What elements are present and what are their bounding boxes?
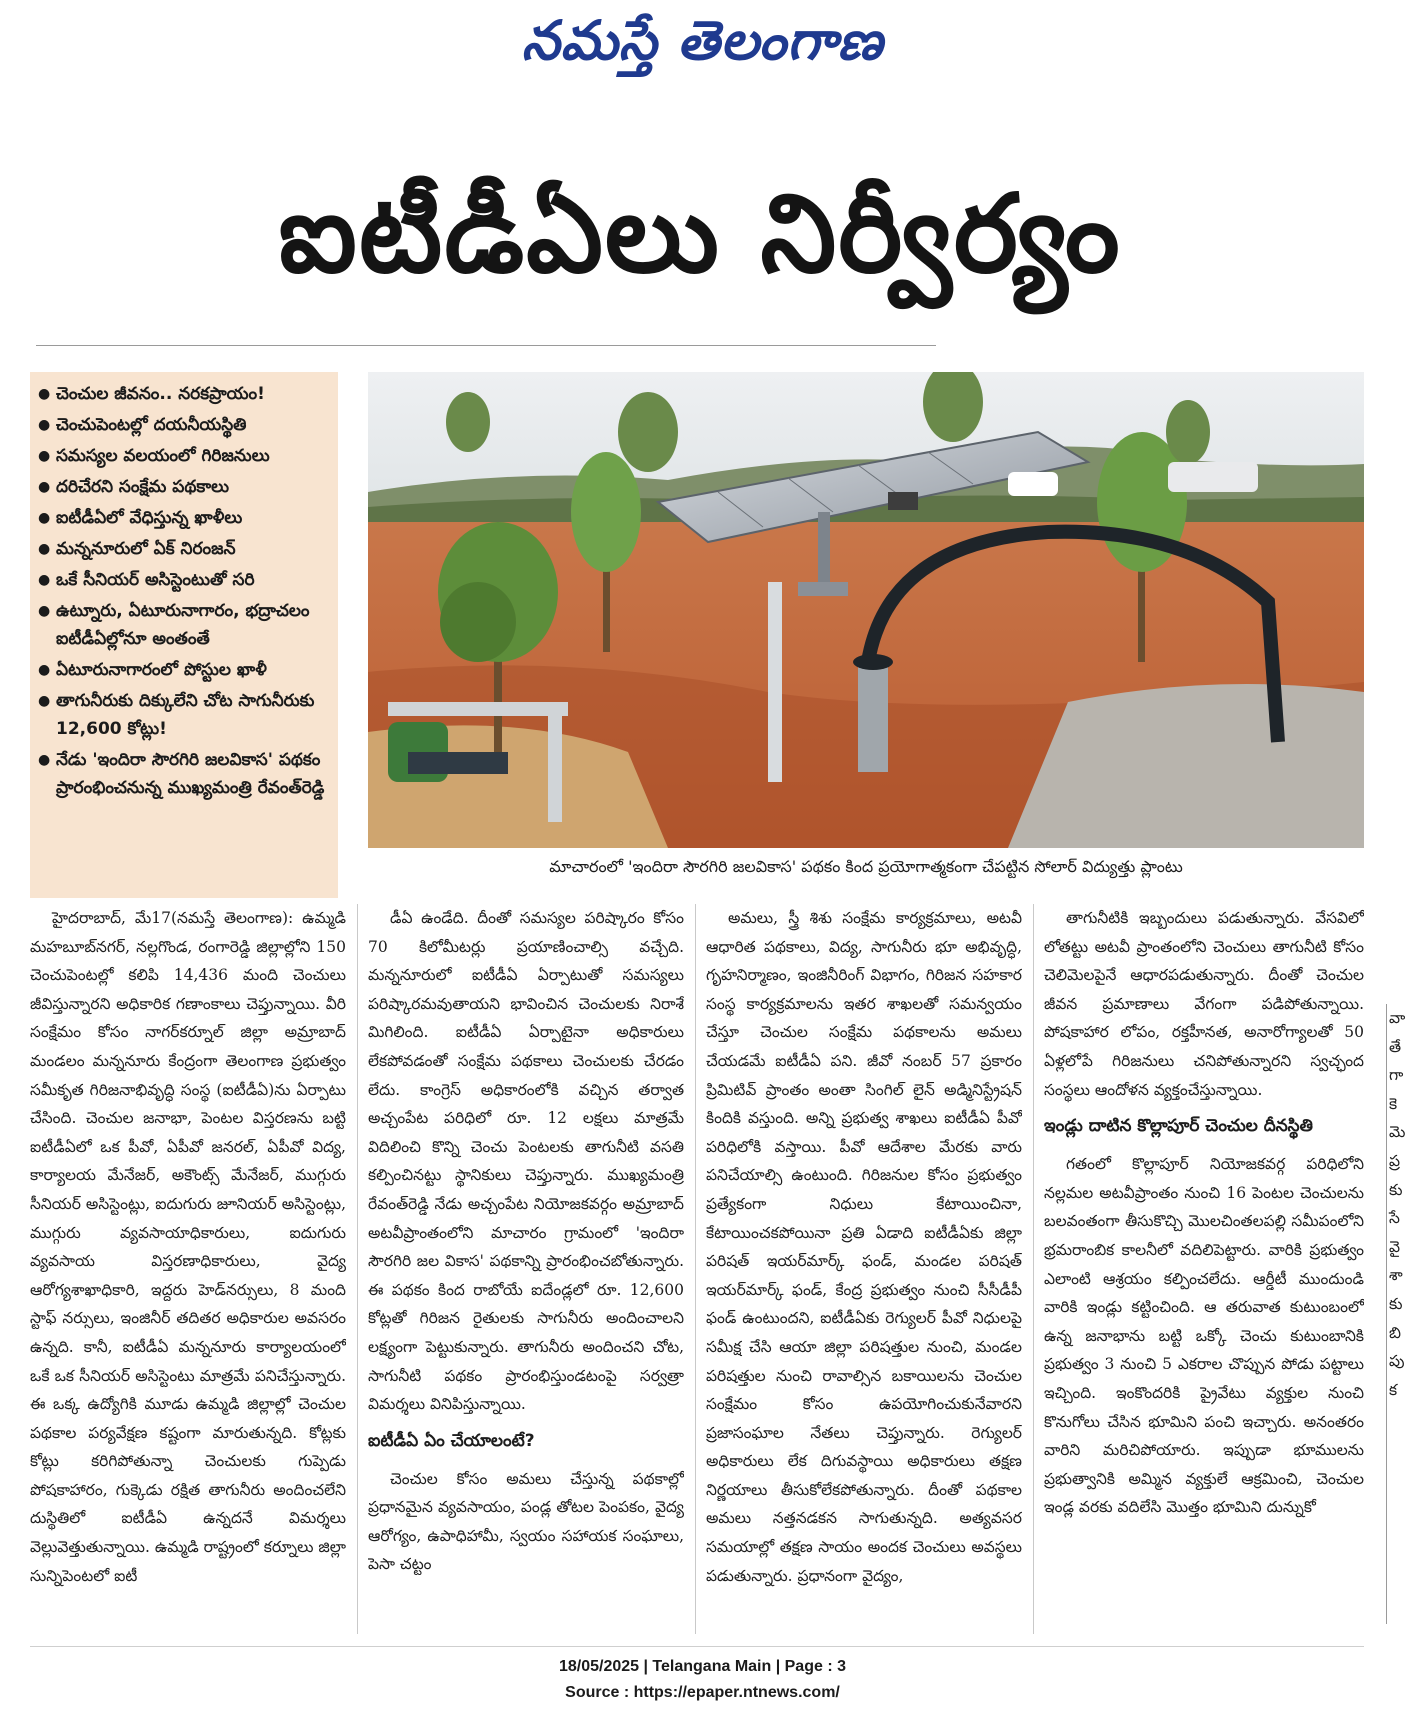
footer-date-page: 18/05/2025 | Telangana Main | Page : 3 — [558, 1658, 846, 1675]
highlight-item: ● చెంచుల జీవనం.. నరకప్రాయం! — [38, 380, 332, 408]
bullet-icon: ● — [38, 662, 51, 678]
highlight-item: ● దరిచేరని సంక్షేమ పథకాలు — [38, 473, 332, 501]
paragraph: హైదరాబాద్, మే17(నమస్తే తెలంగాణ): ఉమ్మడి మహబూబ్‌నగర్, నల్లగొండ, రంగారెడ్డి జిల్లాల్లోని 150 చెంచుపెంటల్లో కలిపి 14,436 మంది చెంచులు జీవిస్తున్నారని అధికారిక గణాంకాలు చెప్తున్నాయి. వీరి సంక్షేమం కోసం నాగర్‌కర్నూల్ జిల్లా అమ్రాబాద్ మండలం మన్ననూరు కేంద్రంగా తెలంగాణ ప్రభుత్వం సమీకృత గిరిజనాభివృద్ధి సంస్థ (ఐటీడీఏ)ను ఏర్పాటు చేసింది. చెంచుల జనాభా, పెంటల విస్తరణను బట్టి ఐటీడీఏలో ఒక పీవో, ఏపీవో జనరల్, ఏపీవో విద్య, కార్యాలయ మేనేజర్, అకౌంట్స్ మేనేజర్, ముగ్గురు సీనియర్ అసిస్టెంట్లు, ఐదుగురు జూనియర్ అసిస్టెంట్లు, ముగ్గురు వ్యవసాయాధికారులు, ఐదుగురు వ్యవసాయ విస్తరణాధికారులు, వైద్య ఆరోగ్యశాఖాధికారి, ఇద్దరు హెడ్‌నర్సులు, 8 మంది స్టాఫ్ నర్సులు, ఇంజినీర్ తదితర అధికారుల అవసరం ఉన్నది. కానీ, ఐటీడీఏ మన్ననూరు కార్యాలయంలో ఒకే ఒక సీనియర్ అసిస్టెంటు మాత్రమే పనిచేస్తున్నారు. ఈ ఒక్క ఉద్యోగికి మూడు ఉమ్మడి జిల్లాల్లో చెంచుల పథకాల పర్యవేక్షణ కష్టంగా మారుతున్నది. కోట్లకు కోట్లు కరిగిపోతున్నా చెంచులకు గుప్పెడు పోషకాహారం, గుక్కెడు రక్షిత తాగునీరు అందించలేని దుస్థితిలో ఐటీడీఏ ఉన్నదనే విమర్శలు వెల్లువెత్తుతున్నాయి. ఉమ్మడి రాష్ట్రంలో కర్నూలు జిల్లా సున్నిపెంటలో ఐటీ — [30, 909, 346, 1585]
highlights-box — [30, 372, 338, 898]
column-divider — [357, 904, 358, 1634]
photo-illustration — [368, 372, 1364, 848]
bullet-icon: ● — [38, 752, 51, 768]
photo-caption: మాచారంలో 'ఇందిరా సౌరగిరి జలవికాస' పథకం కింద ప్రయోగాత్మకంగా చేపట్టిన సోలార్ విద్యుత్తు ప్లాంటు — [549, 857, 1183, 876]
article-column-1 — [30, 904, 346, 1634]
paragraph: గతంలో కొల్లాపూర్ నియోజకవర్గ పరిధిలోని నల్లమల అటవీప్రాంతం నుంచి 16 పెంటల చెంచులను బలవంతంగా తీసుకొచ్చి మొలచింతలపల్లి సమీపంలోని భ్రమరాంబిక కాలనీలో వదిలిపెట్టారు. వారికి ప్రభుత్వం ఎలాంటి ఆశ్రయం కల్పించలేదు. ఆర్డీటీ ముందుండి వారికి ఇండ్లు కట్టించింది. ఆ తరువాత కుటుంబంలో ఉన్న జనాభాను బట్టి ఒక్కో చెంచు కుటుంబానికి ప్రభుత్వం 3 నుంచి 5 ఎకరాల చొప్పున పోడు పట్టాలు ఇచ్చింది. ఇంకొందరికి ప్రైవేటు వ్యక్తుల నుంచి కొనుగోలు చేసిన భూమిని పంచి ఇచ్చారు. అనంతరం వారిని మరిచిపోయారు. ఇప్పుడా భూములను ప్రభుత్వానికి అమ్మిన వ్యక్తులే ఆక్రమించి, చెంచుల ఇండ్ల వరకు వదిలేసి మొత్తం భూమిని దున్నుకో — [1044, 1155, 1364, 1517]
solar-plant-photo — [368, 372, 1364, 848]
column-divider — [1033, 904, 1034, 1634]
bullet-icon: ● — [38, 541, 51, 557]
highlight-item: ● చెంచుపెంటల్లో దయనీయస్థితి — [38, 411, 332, 439]
paragraph: డీఏ ఉండేది. దీంతో సమస్యల పరిష్కారం కోసం 70 కిలోమీటర్లు ప్రయాణించాల్సి వచ్చేది. మన్ననూరులో ఐటీడీఏ ఏర్పాటుతో సమస్యలు పరిష్కారమవుతాయని భావించిన చెంచులకు నిరాశే మిగిలింది. ఐటీడీఏ ఏర్పాటైనా అధికారులు లేకపోవడంతో సంక్షేమ పథకాలు చెంచులకు చేరడం లేదు. కాంగ్రెస్ అధికారంలోకి వచ్చిన తర్వాత అచ్చంపేట పరిధిలో రూ. 12 లక్షలు మాత్రమే విదిలించి కొన్ని చెంచు పెంటలకు తాగునీటి వసతి కల్పించినట్టు స్థానికులు చెప్తున్నారు. ముఖ్యమంత్రి రేవంత్‌రెడ్డి నేడు అచ్చంపేట నియోజకవర్గం అమ్రాబాద్ అటవీప్రాంతంలోని మాచారం గ్రామంలో 'ఇందిరా సౌరగిరి జల వికాస' పథకాన్ని ప్రారంభించబోతున్నారు. ఈ పథకం కింద రాబోయే ఐదేండ్లలో రూ. 12,600 కోట్లతో గిరిజన రైతులకు సాగునీరు అందించాలని లక్ష్యంగా పెట్టుకున్నారు. తాగునీరు అందించని చోట, సాగునీటి పథకం ప్రారంభిస్తుండటంపై సర్వత్రా విమర్శలు వినిపిస్తున్నాయి. — [368, 909, 684, 1414]
bullet-icon: ● — [38, 417, 51, 433]
footer-rule — [30, 1646, 1364, 1647]
bullet-icon: ● — [38, 603, 51, 619]
highlight-item: ● నేడు 'ఇందిరా సౌరగిరి జలవికాస' పథకం ప్రారంభించనున్న ముఖ్యమంత్రి రేవంత్‌రెడ్డి — [38, 746, 332, 802]
subheading: ఐటీడీఏ ఏం చేయాలంటే? — [368, 1430, 535, 1451]
bullet-icon: ● — [38, 572, 51, 588]
bullet-icon: ● — [38, 693, 51, 709]
bullet-icon: ● — [38, 448, 51, 464]
paragraph: తాగునీటికి ఇబ్బందులు పడుతున్నారు. వేసవిలో లోతట్టు అటవీ ప్రాంతంలోని చెంచులు తాగునీటి కోసం చెలిమెలపైనే ఆధారపడుతున్నారు. దీంతో చెంచుల జీవన ప్రమాణాలు వేగంగా పడిపోతున్నాయి. పోషకాహార లోపం, రక్తహీనత, అనారోగ్యాలతో 50 ఏళ్లలోపే గిరిజనులు చనిపోతున్నారని స్వచ్ఛంద సంస్థలు ఆందోళన వ్యక్తంచేస్తున్నాయి. — [1044, 909, 1364, 1099]
highlight-item: ● ఏటూరునాగారంలో పోస్టుల ఖాళీ — [38, 656, 332, 684]
headline: ఐటీడీఏలు నిర్వీర్యం — [278, 172, 1122, 297]
bullet-icon: ● — [38, 479, 51, 495]
paragraph: అమలు, స్త్రీ శిశు సంక్షేమ కార్యక్రమాలు, అటవీ ఆధారిత పథకాలు, విద్య, సాగునీరు భూ అభివృద్ధి, గృహనిర్మాణం, ఇంజినీరింగ్ విభాగం, గిరిజన సహకార సంస్థ కార్యక్రమాలను ఇతర శాఖలతో సమన్వయం చేస్తూ చెంచుల సంక్షేమ పథకాలను అమలు చేయడమే ఐటీడీఏ పని. జీవో నంబర్ 57 ప్రకారం ప్రిమిటివ్ ప్రాంతం అంతా సింగిల్ లైన్ అడ్మినిస్ట్రేషన్ కిందికి వస్తుంది. అన్ని ప్రభుత్వ శాఖలు ఐటీడీఏ పీవో పరిధిలోకి వస్తాయి. పీవో ఆదేశాల మేరకు వారు పనిచేయాల్సి ఉంటుంది. గిరిజనుల కోసం ప్రభుత్వం ప్రత్యేకంగా నిధులు కేటాయించినా, కేటాయించకపోయినా ప్రతి ఏడాది ఐటీడీఏకు జిల్లా పరిషత్ ఇయర్‌మార్క్ ఫండ్, మండల పరిషత్ ఇయర్‌మార్క్ ఫండ్, కేంద్ర ప్రభుత్వం నుంచి సీసీడీపీ ఫండ్ ఉంటుందని, ఐటీడీఏకు రెగ్యులర్ పీవో నిధులపై సమీక్ష చేసి ఆయా జిల్లా పరిషత్తుల నుంచి, మండల పరిషత్తుల నుంచి రావాల్సిన బకాయిలను చెంచుల సంక్షేమం కోసం ఉపయోగించుకునేవారని ప్రజాసంఘాల నేతలు చెప్తున్నారు. రెగ్యులర్ అధికారులు లేక దిగువస్థాయి అధికారులు తక్షణ నిర్ణయాలు తీసుకోలేకపోతున్నారు. దీంతో పథకాల అమలు నత్తనడకన సాగుతున్నది. అత్యవసర సమయాల్లో తక్షణ సాయం అందక చెంచులు అవస్థలు పడుతున్నారు. ప్రధానంగా వైద్యం, — [706, 909, 1022, 1585]
highlight-item: ● సమస్యల వలయంలో గిరిజనులు — [38, 442, 332, 470]
highlight-item: ● ఐటీడీఏలో వేధిస్తున్న ఖాళీలు — [38, 504, 332, 532]
bullet-icon: ● — [38, 510, 51, 526]
article-column-2 — [368, 904, 684, 1634]
footer-source: Source : https://epaper.ntnews.com/ — [565, 1684, 840, 1701]
column-divider — [695, 904, 696, 1634]
highlight-item: ● మన్ననూరులో ఏక్ నిరంజన్ — [38, 535, 332, 563]
highlight-item: ● ఒకే సీనియర్ అసిస్టెంటుతో సరి — [38, 566, 332, 594]
adjacent-article-fragment: వా తే గా కె మె ప్ర కు సే వై శా కు బి పు క — [1386, 1004, 1405, 1624]
headline-rule — [36, 345, 936, 346]
masthead-logo: నమస్తే తెలంగాణ — [521, 8, 884, 72]
article-column-4 — [1044, 904, 1364, 1634]
subheading: ఇండ్లు దాటిన కొల్లాపూర్ చెంచుల దీనస్థితి — [1044, 1116, 1313, 1137]
article-column-3 — [706, 904, 1022, 1634]
highlight-item: ● ఉట్నూరు, ఏటూరునాగారం, భద్రాచలం ఐటీడీఏల్లోనూ అంతంతే — [38, 597, 332, 653]
paragraph: చెంచుల కోసం అమలు చేస్తున్న పథకాల్లో ప్రధానమైన వ్యవసాయం, పండ్ల తోటల పెంపకం, వైద్య ఆరోగ్యం, ఉపాధిహామీ, స్వయం సహాయక సంఘాలు, పెసా చట్టం — [368, 1469, 684, 1574]
bullet-icon: ● — [38, 386, 51, 402]
highlight-item: ● తాగునీరుకు దిక్కులేని చోట సాగునీరుకు 12,600 కోట్లు! — [38, 687, 332, 743]
